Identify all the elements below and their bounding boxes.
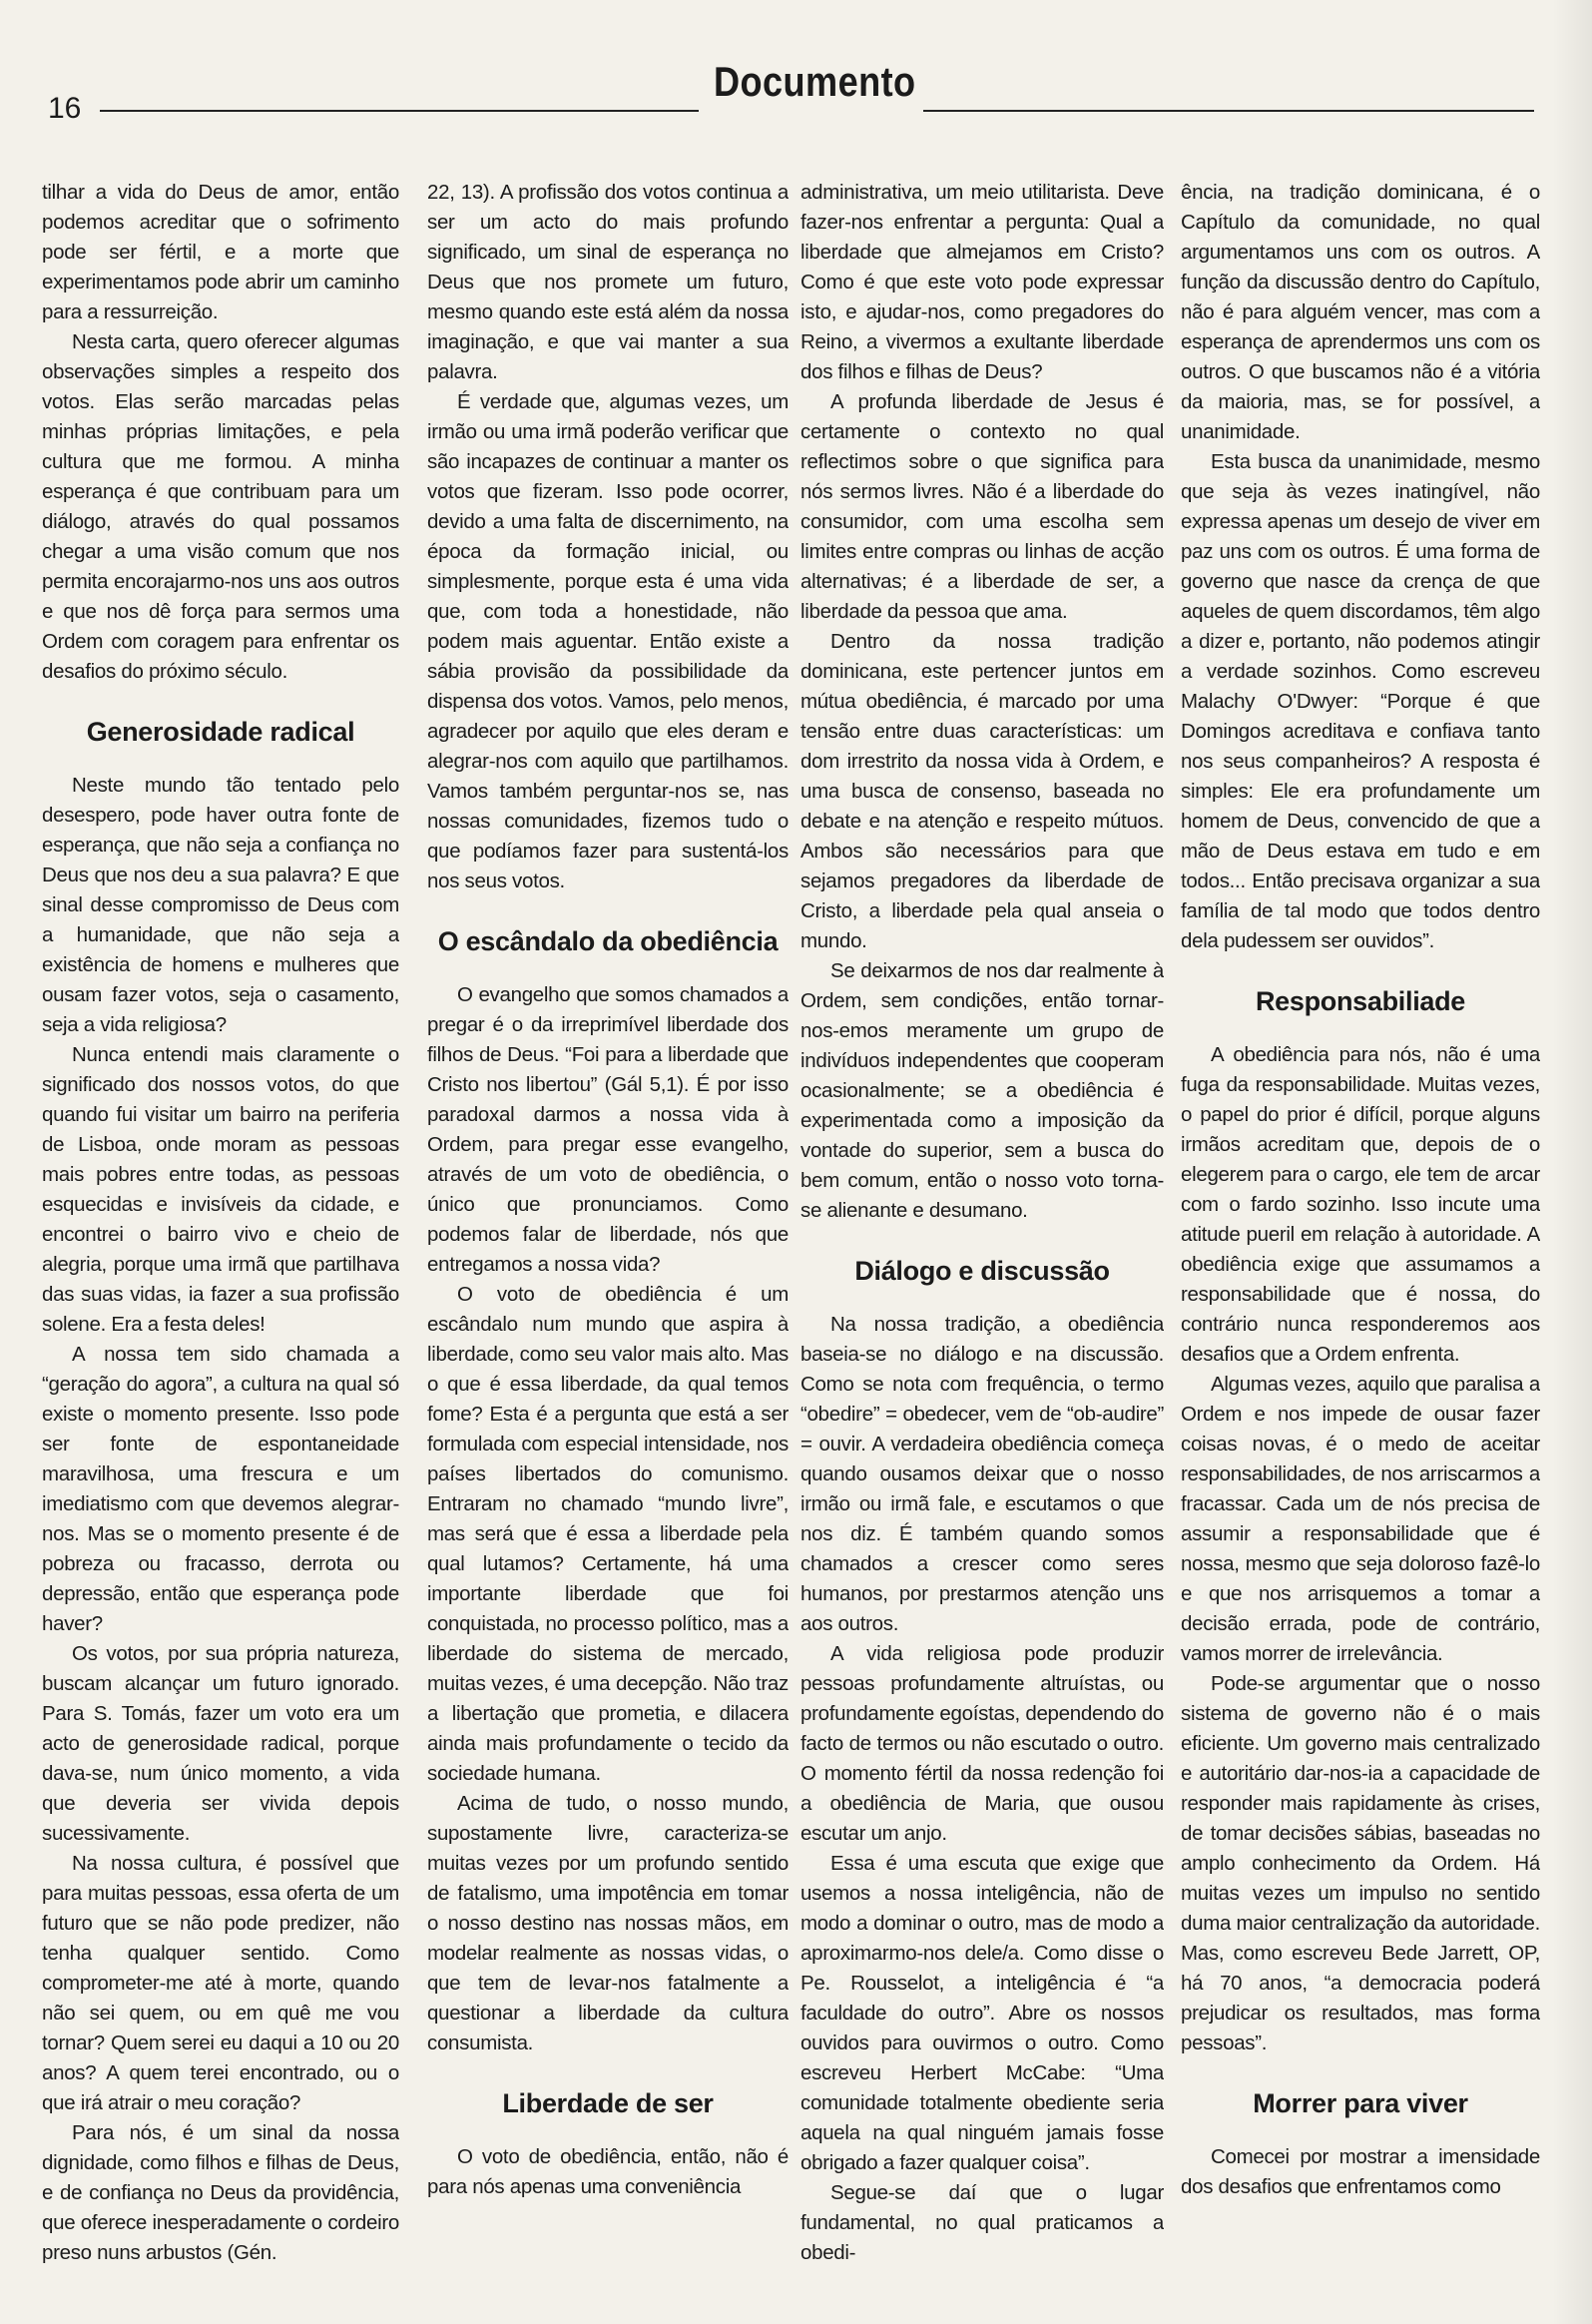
subheading: Diálogo e discussão: [854, 1256, 1110, 1286]
paragraph: Algumas vezes, aquilo que paralisa a Ordem e nos impede de ousar fazer coisas novas, é o medo de aceitar responsabilidades, de nos arriscarmos a fracassar. Cada um de nós precisa de assumir a responsabilidade que é nossa, mesmo que seja doloroso fazê-lo e que nos arrisquemos a tomar a decisão errada, pode de contrário, vamos morrer de irrelevância.: [1181, 1373, 1540, 1665]
subheading: O escândalo da obediência: [437, 926, 779, 956]
paragraph: O voto de obediência, então, não é para nós apenas uma conveniência: [427, 2145, 789, 2198]
paragraph: 22, 13). A profissão dos votos continua a ser um acto do mais profundo significado, um sinal de esperança no Deus que nos promete um futuro, mesmo quando este está além da nossa imaginação, e que vai manter a sua palavra.: [427, 181, 789, 383]
paragraph: Acima de tudo, o nosso mundo, supostamente livre, caracteriza-se muitas vezes por um profundo sentido de fatalismo, uma impotência em tomar o nosso destino nas nossas mãos, em modelar realmente as nossas vidas, o que tem de levar-nos fatalmente a questionar a liberdade da cultura consumista.: [427, 1792, 789, 2054]
paragraph: A profunda liberdade de Jesus é certamente o contexto no qual reflectimos sobre o que significa para nós sermos livres. Não é a liberdade do consumidor, com uma escolha sem limites entre compras ou linhas de acção alternativas; é a liberdade de ser, a liberdade da pessoa que ama.: [800, 390, 1164, 623]
paragraph: Na nossa cultura, é possível que para muitas pessoas, essa oferta de um futuro que se não pode predizer, não tenha qualquer sentido. Como comprometer-me até à morte, quando não sei quem, ou em quê me vou tornar? Quem serei eu daqui a 10 ou 20 anos? A quem terei encontrado, ou o que irá atrair o meu coração?: [42, 1852, 399, 2114]
text-column-1: [42, 178, 399, 2294]
paragraph: Para nós, é um sinal da nossa dignidade, como filhos e filhas de Deus, e de confiança no Deus da providência, que oferece inesperadamente o cordeiro preso nuns arbustos (Gén.: [42, 2121, 399, 2264]
page-edge-shadow: [1552, 0, 1592, 2324]
paragraph: administrativa, um meio utilitarista. Deve fazer-nos enfrentar a pergunta: Qual a liberdade que almejamos em Cristo? Como é que este voto pode expressar isto, e ajudar-nos, como pregadores do Reino, a vivermos a exultante liberdade dos filhos e filhas de Deus?: [800, 181, 1164, 383]
paragraph: Nunca entendi mais claramente o significado dos nossos votos, do que quando fui visitar um bairro na periferia de Lisboa, onde moram as pessoas mais pobres entre todas, as pessoas esquecidas e invisíveis da cidade, e encontrei o bairro vivo e cheio de alegria, porque uma irmã que partilhava das suas vidas, ia fazer a sua profissão solene. Era a festa deles!: [42, 1043, 399, 1336]
page-number: 16: [48, 92, 82, 125]
paragraph: Dentro da nossa tradição dominicana, este pertencer juntos em mútua obediência, é marcado por uma tensão entre duas características: um dom irrestrito da nossa vida à Ordem, e uma busca de consenso, baseada no debate e na atenção e respeito mútuos. Ambos são necessários para que sejamos pregadores da liberdade de Cristo, a liberdade pela qual anseia o mundo.: [800, 630, 1164, 952]
subheading: Morrer para viver: [1253, 2088, 1468, 2118]
paragraph: Neste mundo tão tentado pelo desespero, pode haver outra fonte de esperança, que não seja a confiança no Deus que nos deu a sua palavra? E que sinal desse compromisso de Deus com a humanidade, que não seja a existência de homens e mulheres que ousam fazer votos, seja o casamento, seja a vida religiosa?: [42, 774, 399, 1036]
text-column-3: [800, 178, 1164, 2294]
text-column-2: [427, 178, 789, 2294]
paragraph: É verdade que, algumas vezes, um irmão ou uma irmã poderão verificar que são incapazes de continuar a manter os votos que fizeram. Isso pode ocorrer, devido a uma falta de discernimento, na época da formação inicial, ou simplesmente, porque esta é uma vida que, com toda a honestidade, não podem mais aguentar. Então existe a sábia provisão da possibilidade da dispensa dos votos. Vamos, pelo menos, agradecer por aquilo que eles deram e alegrar-nos com aquilo que partilhamos. Vamos também perguntar-nos se, nas nossas comunidades, fizemos tudo o que podíamos fazer para sustentá-los nos seus votos.: [427, 390, 789, 892]
page-header: [40, 58, 1537, 125]
paragraph: Esta busca da unanimidade, mesmo que seja às vezes inatingível, não expressa apenas um desejo de viver em paz uns com os outros. É uma forma de governo que nasce da crença de que aqueles de quem discordamos, têm algo a dizer e, portanto, não podemos atingir a verdade sozinhos. Como escreveu Malachy O'Dwyer: “Porque é que Domingos acreditava e confiava tanto nos seus companheiros? A resposta é simples: Ele era profundamente um homem de Deus, convencido de que a mão de Deus estava em tudo e em todos... Então precisava organizar a sua família de tal modo que todos dentro dela pudessem ser ouvidos”.: [1181, 450, 1540, 952]
paragraph: A nossa tem sido chamada a “geração do agora”, a cultura na qual só existe o momento presente. Isso pode ser fonte de espontaneidade maravilhosa, uma frescura e um imediatismo com que devemos alegrar-nos. Mas se o momento presente é de pobreza ou fracasso, derrota ou depressão, então que esperança pode haver?: [42, 1343, 399, 1635]
paragraph: Se deixarmos de nos dar realmente à Ordem, sem condições, então tornar-nos-emos meramente um grupo de indivíduos independentes que cooperam ocasionalmente; se a obediência é experimentada como a imposição da vontade do superior, sem a busca do bem comum, então o nosso voto torna-se alienante e desumano.: [800, 959, 1164, 1222]
paragraph: Comecei por mostrar a imensidade dos desafios que enfrentamos como: [1181, 2145, 1540, 2198]
paragraph: tilhar a vida do Deus de amor, então podemos acreditar que o sofrimento pode ser fértil, e a morte que experimentamos pode abrir um caminho para a ressurreição.: [42, 181, 399, 323]
paragraph: Os votos, por sua própria natureza, buscam alcançar um futuro ignorado. Para S. Tomás, fazer um voto era um acto de generosidade radical, porque dava-se, num único momento, a vida que deveria ser vivida depois sucessivamente.: [42, 1642, 399, 1845]
paragraph: Nesta carta, quero oferecer algumas observações simples a respeito dos votos. Elas serão marcadas pelas minhas próprias limitações, e pela cultura que me formou. A minha esperança é que contribuam para um diálogo, através do qual possamos chegar a uma visão comum que nos permita encorajarmo-nos uns aos outros e que nos dê força para sermos uma Ordem com coragem para enfrentar os desafios do próximo século.: [42, 330, 399, 683]
paragraph: ência, na tradição dominicana, é o Capítulo da comunidade, no qual argumentamos uns com os outros. A função da discussão dentro do Capítulo, não é para alguém vencer, mas com a esperança de aprendermos uns com os outros. O que buscamos não é a vitória da maioria, mas, se for possível, a unanimidade.: [1181, 181, 1540, 443]
paragraph: O voto de obediência é um escândalo num mundo que aspira à liberdade, como seu valor mais alto. Mas o que é essa liberdade, da qual temos fome? Esta é a pergunta que está a ser formulada com especial intensidade, nos países libertados do comunismo. Entraram no chamado “mundo livre”, mas será que é essa a liberdade pela qual lutamos? Certamente, há uma importante liberdade que foi conquistada, no processo político, mas a liberdade do sistema de mercado, muitas vezes, é uma decepção. Não traz a libertação que prometia, e dilacera ainda mais profundamente o tecido da sociedade humana.: [427, 1283, 789, 1785]
paragraph: A vida religiosa pode produzir pessoas profundamente altruístas, ou profundamente egoístas, dependendo do facto de termos ou não escutado o outro. O momento fértil da nossa redenção foi a obediência de Maria, que ousou escutar um anjo.: [800, 1642, 1164, 1845]
paragraph: Na nossa tradição, a obediência baseia-se no diálogo e na discussão. Como se nota com frequência, o termo “obedire” = obedecer, vem de “ob-audire” = ouvir. A verdadeira obediência começa quando ousamos deixar que o nosso irmão ou irmã fale, e escutamos o que nos diz. É também quando somos chamados a crescer como seres humanos, por prestarmos atenção uns aos outros.: [800, 1313, 1164, 1635]
text-column-4: [1181, 178, 1540, 2294]
header-rule-right: [923, 110, 1534, 112]
subheading: Responsabiliade: [1255, 986, 1466, 1016]
subheading: Generosidade radical: [86, 717, 355, 747]
paragraph: Essa é uma escuta que exige que usemos a nossa inteligência, não de modo a dominar o outro, mas de modo a aproximarmo-nos dele/a. Como disse o Pe. Rousselot, a inteligência é “a faculdade do outro”. Abre os nossos ouvidos para ouvirmos o outro. Como escreveu Herbert McCabe: “Uma comunidade totalmente obediente seria aquela na qual ninguém jamais fosse obrigado a fazer qualquer coisa”.: [800, 1852, 1164, 2174]
paragraph: A obediência para nós, não é uma fuga da responsabilidade. Muitas vezes, o papel do prior é difícil, porque alguns irmãos acreditam que, depois de o elegerem para o cargo, ele tem de arcar com o fardo sozinho. Isso incute uma atitude pueril em relação à autoridade. A obediência exige que assumamos a responsabilidade que é nossa, do contrário nunca responderemos aos desafios que a Ordem enfrenta.: [1181, 1043, 1540, 1366]
subheading: Liberdade de ser: [502, 2088, 714, 2118]
paragraph: O evangelho que somos chamados a pregar é o da irreprimível liberdade dos filhos de Deus. “Foi para a liberdade que Cristo nos libertou” (Gál 5,1). É por isso paradoxal darmos a nossa vida à Ordem, para pregar esse evangelho, através de um voto de obediência, o único que pronunciamos. Como podemos falar de liberdade, nós que entregamos a nossa vida?: [427, 983, 789, 1276]
paragraph: Segue-se daí que o lugar fundamental, no qual praticamos a obedi-: [800, 2181, 1164, 2264]
section-title: Documento: [714, 58, 916, 105]
header-rule-left: [100, 110, 699, 112]
paragraph: Pode-se argumentar que o nosso sistema de governo não é o mais eficiente. Um governo mais centralizado e autoritário dar-nos-ia a capacidade de responder mais rapidamente às crises, de tomar decisões sábias, baseadas no amplo conhecimento da Ordem. Há muitas vezes um impulso no sentido duma maior centralização da autoridade. Mas, como escreveu Bede Jarrett, OP, há 70 anos, “a democracia poderá prejudicar os resultados, mas forma pessoas”.: [1181, 1672, 1540, 2054]
